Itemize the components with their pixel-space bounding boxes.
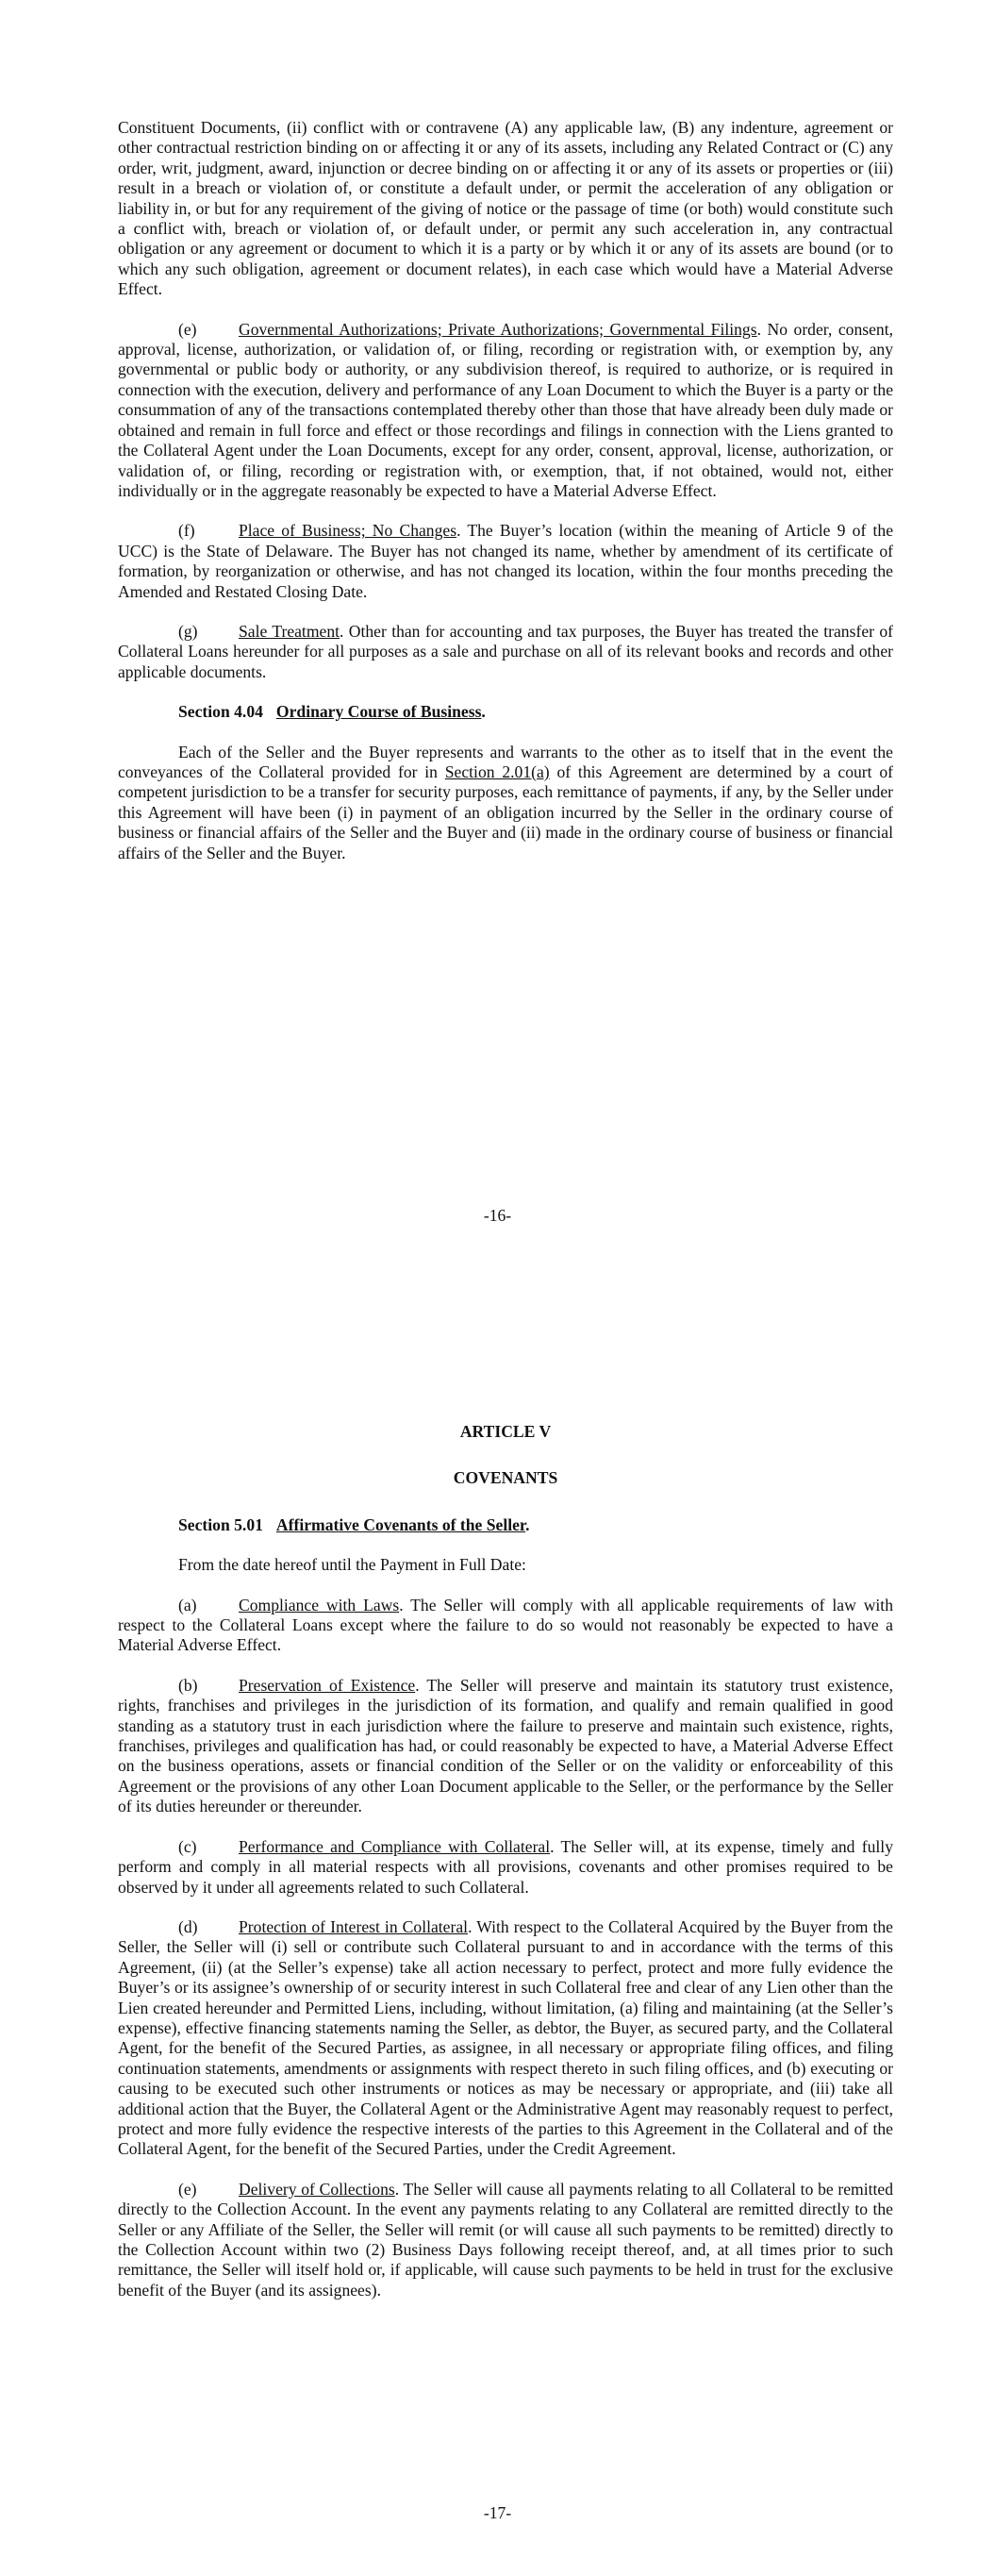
paragraph-title: Governmental Authorizations; Private Authorizations; Governmental Filings <box>239 319 757 339</box>
paragraph-e-governmental-authorizations <box>118 320 893 502</box>
paragraph-b-preservation-of-existence <box>118 1676 893 1817</box>
paragraph-title: Performance and Compliance with Collateral <box>239 1836 551 1856</box>
section-4-04-heading <box>178 702 893 722</box>
paragraph-d-protection-of-interest <box>118 1917 893 2160</box>
section-title-period: . <box>481 702 486 722</box>
paragraph-label: (c) <box>178 1836 197 1856</box>
paragraph-title: Compliance with Laws <box>239 1595 400 1614</box>
page-17-content <box>118 1422 893 2320</box>
page-16-content <box>118 118 893 883</box>
section-4-04-body <box>118 743 893 863</box>
paragraph-body: . No order, consent, approval, license, authorization, or validation of, or filing, recording or registration with, or exemption by, any governmental or public body or authority, or any subdivision thereof, is required to authorize, or is required in connection with the execution, delivery and performance of any Loan Document to which the Buyer is a party or the consummation of any of the transactions contemplated thereby other than those that have already been duly made or obtained and remain in full force and effect or those recordings and filings in connection with the Liens granted to the Collateral Agent under the Loan Documents, except for any order, consent, approval, license, authorization, or validation of, or filing, recording or registration with, or exemption, that, if not obtained, would not, either individually or in the aggregate reasonably be expected to have a Material Adverse Effect. <box>118 319 893 500</box>
paragraph-c-performance-and-compliance <box>118 1837 893 1898</box>
paragraph-label: (b) <box>178 1675 198 1695</box>
page-number: -16- <box>483 1206 512 1225</box>
section-number: Section 5.01 <box>178 1514 263 1534</box>
paragraph-body: . The Buyer’s location (within the meaning of Article 9 of the UCC) is the State of Delaware. The Buyer has not changed its name, whether by amendment of its certificate of formation, by reorganization or otherwise, and has not changed its location, within the four months preceding the Amended and Restated Closing Date. <box>118 521 893 601</box>
paragraph-label: (d) <box>178 1916 198 1936</box>
paragraph-label: (e) <box>178 319 197 339</box>
section-number: Section 4.04 <box>178 702 263 722</box>
paragraph-label: (a) <box>178 1595 197 1614</box>
article-number: ARTICLE V <box>459 1422 552 1441</box>
section-title: Affirmative Covenants of the Seller <box>275 1514 526 1534</box>
paragraph-title: Preservation of Existence <box>239 1675 416 1695</box>
paragraph-g-sale-treatment <box>118 622 893 682</box>
paragraph-label: (f) <box>178 521 195 541</box>
paragraph-e-delivery-of-collections <box>118 2180 893 2300</box>
section-title: Ordinary Course of Business <box>275 702 482 722</box>
paragraph-f-place-of-business <box>118 521 893 602</box>
paragraph-label: (g) <box>178 621 198 641</box>
paragraph-body: . With respect to the Collateral Acquired by the Buyer from the Seller, the Seller will (i) sell or contribute such Collateral pursuant to and in accordance with the terms of this Agreement, (ii) (at the Seller’s expense) take all action necessary to perfect, protect and more fully evidence the Buyer’s or its assignee’s ownership of or security interest in such Collateral free and clear of any Lien other than the Lien created hereunder and Permitted Liens, including, without limitation, (a) filing and maintaining (at the Seller’s expense), effective financing statements naming the Seller, as debtor, the Buyer, as secured party, and the Collateral Agent, for the benefit of the Secured Parties, as assignee, in all necessary or appropriate filing offices, and filing continuation statements, amendments or assignments with respect thereto in such filing offices, and (b) executing or causing to be executed such other instruments or notices as may be necessary or appropriate, and (iii) take all additional action that the Buyer, the Collateral Agent or the Administrative Agent may reasonably request to perfect, protect and more fully evidence the respective interests of the parties to this Agreement in the Collateral and of the Collateral Agent, for the benefit of the Secured Parties, under the Credit Agreement. <box>118 1916 893 2159</box>
page-number: -17- <box>483 2503 512 2522</box>
section-title-period: . <box>525 1514 530 1534</box>
continuation-paragraph: Constituent Documents, (ii) conflict with or contravene (A) any applicable law, (B) any indenture, agreement or other contractual restriction binding on or affecting it or any of its assets, including any Related Contract or (C) any order, writ, judgment, award, injunction or decree binding on or affecting it or any of its assets or properties or (iii) result in a breach or violation of, or constitute a default under, or permit the acceleration of any obligation or liability in, or but for any requirement of the giving of notice or the passage of time (or both) would constitute such a conflict with, breach or violation of, or default under, or permit any such acceleration in, any contractual obligation or any agreement or document to which it is a party or by which it or any of its assets are bound (or to which any such obligation, agreement or document relates), in each case which would have a Material Adverse Effect. <box>118 118 893 299</box>
section-5-01-heading <box>178 1515 893 1535</box>
section-body-text: of this Agreement are determined by a court of competent jurisdiction to be a transfer for security purposes, each remittance of payments, if any, by the Seller under this Agreement will have been (i) in payment of an obligation incurred by the Seller in the ordinary course of business or financial affairs of the Seller and the Buyer and (ii) made in the ordinary course of business or financial affairs of the Seller and the Buyer. <box>118 761 893 862</box>
section-intro: From the date hereof until the Payment in Full Date: <box>178 1555 526 1575</box>
paragraph-body: . The Seller will comply with all applicable requirements of law with respect to the Collateral Loans except where the failure to do so would not reasonably be expected to have a Material Adverse Effect. <box>118 1595 893 1655</box>
section-cross-reference: Section 2.01(a) <box>444 761 550 781</box>
paragraph-title: Delivery of Collections <box>239 2179 395 2199</box>
article-title: COVENANTS <box>453 1468 558 1488</box>
paragraph-body: . The Seller will cause all payments relating to all Collateral to be remitted directly to the Collection Account. In the event any payments relating to any Collateral are remitted directly to the Seller or any Affiliate of the Seller, the Seller will remit (or will cause all such payments to be remitted) directly to the Collection Account within two (2) Business Days following receipt thereof, and, at all times prior to such remittance, the Seller will itself hold or, if applicable, will cause such payments to be held in trust for the exclusive benefit of the Buyer (and its assignees). <box>118 2179 893 2300</box>
paragraph-title: Protection of Interest in Collateral <box>239 1916 469 1936</box>
paragraph-a-compliance-with-laws <box>118 1596 893 1656</box>
section-body-text: Each of the Seller and the Buyer represents and warrants to the other as to itself that in the event the conveyances of the Collateral provided for in <box>118 742 893 781</box>
paragraph-title: Place of Business; No Changes <box>239 521 457 541</box>
page-17 <box>0 1288 995 2576</box>
paragraph-body: . Other than for accounting and tax purposes, the Buyer has treated the transfer of Collateral Loans hereunder for all purposes as a sale and purchase on all of its relevant books and records and other applicable documents. <box>118 621 893 681</box>
paragraph-label: (e) <box>178 2179 197 2199</box>
paragraph-title: Sale Treatment <box>239 621 340 641</box>
paragraph-body: . The Seller will, at its expense, timely and fully perform and comply in all material respects with all provisions, covenants and other promises required to be observed by it under all agreements related to such Collateral. <box>118 1836 893 1897</box>
paragraph-body: . The Seller will preserve and maintain its statutory trust existence, rights, franchises and privileges in the jurisdiction of its formation, and qualify and remain qualified in good standing as a statutory trust in each jurisdiction where the failure to preserve and maintain such existence, rights, franchises, privileges and qualification has had, or could reasonably be expected to have, a Material Adverse Effect on the business operations, assets or financial condition of the Seller or on the validity or enforceability of this Agreement or the provisions of any other Loan Document applicable to the Seller, or the performance by the Seller of its duties hereunder or thereunder. <box>118 1675 893 1816</box>
